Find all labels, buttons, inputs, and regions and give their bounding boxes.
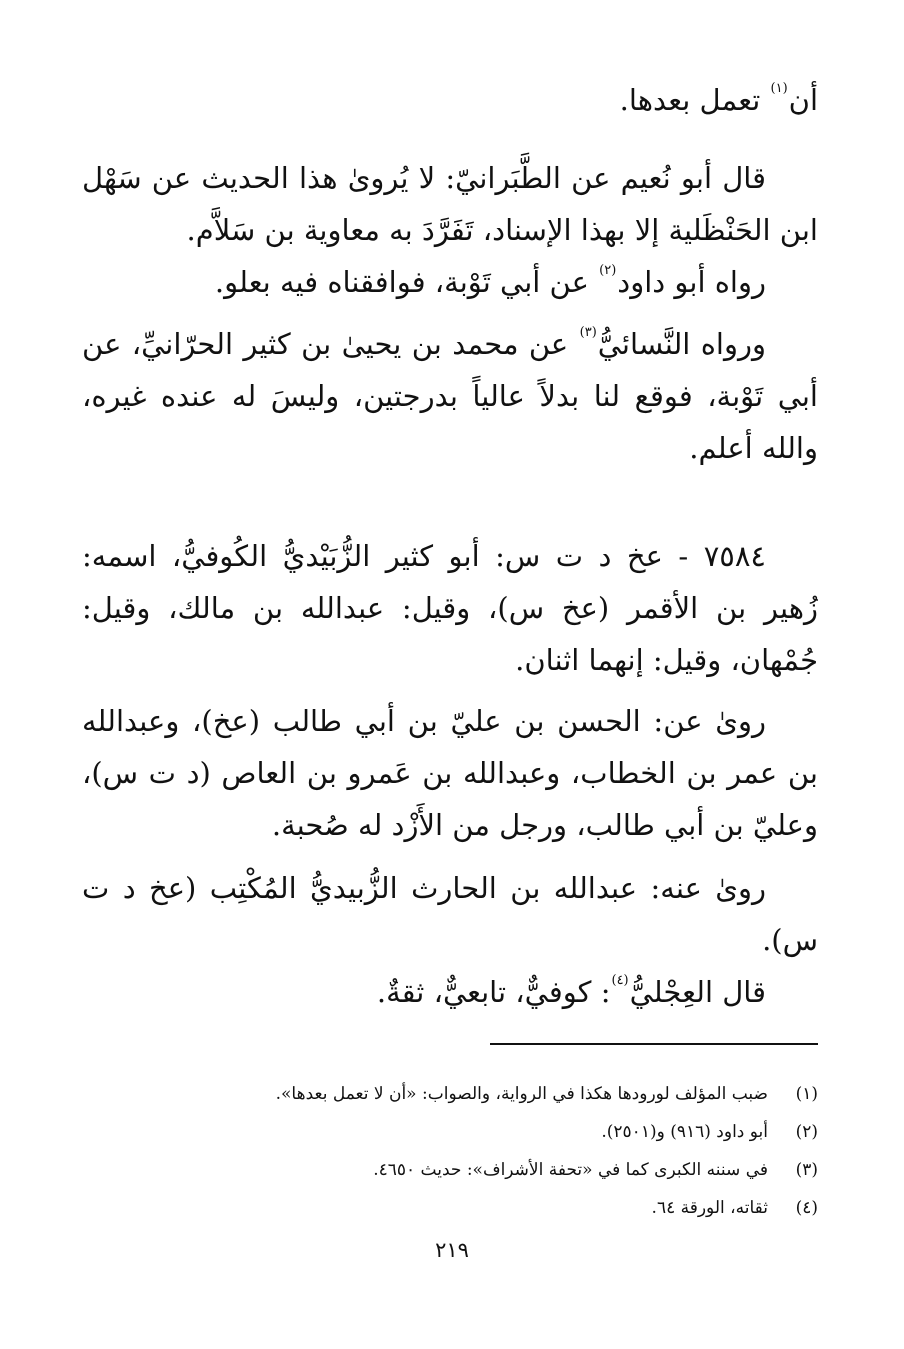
- paragraph: أن$^{(١)}$ تعمل بعدها.: [619, 81, 818, 117]
- main-text: [82, 74, 818, 126]
- footnote: [82, 1151, 818, 1189]
- footnote-number: (٤): [795, 1198, 818, 1218]
- footnote-text: أبو داود (٩١٦) و(٢٥٠١).: [601, 1122, 768, 1142]
- footnote-number: (١): [795, 1084, 818, 1104]
- paragraph: قال أبو نُعيم عن الطَّبَرانيّ: لا يُروىٰ هذا الحديث عن سَهْل ابن الحَنْظَلية إلا بهذا الإسناد، تَفَرَّدَ به معاوية بن سَلاَّم.: [82, 161, 818, 247]
- main-text: [82, 530, 818, 686]
- paragraph: روىٰ عنه: عبدالله بن الحارث الزُّبيديُّ المُكْتِب (عخ د ت س).: [82, 871, 818, 957]
- footnote-text: في سننه الكبرى كما في «تحفة الأشراف»: حديث ٤٦٥٠.: [373, 1160, 768, 1180]
- entry-heading: ٧٥٨٤ - عخ د ت س: أبو كثير الزُّبَيْديُّ الكُوفيُّ، اسمه: زُهير بن الأقمر (عخ س)، وقيل: عبدالله بن مالك، وقيل: جُمْهان، وقيل: إنهما اثنان.: [82, 539, 818, 677]
- footnote: [82, 1075, 818, 1113]
- page-number: ٢١٩: [435, 1238, 469, 1262]
- main-text: [82, 152, 818, 308]
- footnote-text: ضبب المؤلف لورودها هكذا في الرواية، والصواب: «أن لا تعمل بعدها».: [275, 1084, 768, 1104]
- footnote-ref: (١): [770, 81, 788, 96]
- footnote-text: ثقاته، الورقة ٦٤.: [651, 1198, 768, 1218]
- footnote-number: (٣): [795, 1160, 818, 1180]
- footnote-separator: [490, 1043, 818, 1045]
- main-text: [82, 318, 818, 474]
- footnote-ref: (٢): [599, 263, 617, 278]
- paragraph: روىٰ عن: الحسن بن عليّ بن أبي طالب (عخ)، وعبدالله بن عمر بن الخطاب، وعبدالله بن عَمرو بن العاص (د ت س)، وعليّ بن أبي طالب، ورجل من الأَزْد له صُحبة.: [82, 704, 818, 842]
- footnote-ref: (٤): [611, 973, 629, 988]
- paragraph: قال العِجْليُّ$^{(٤)}$: كوفيٌّ، تابعيٌّ، ثقةٌ.: [376, 973, 766, 1009]
- footnote-ref: (٣): [579, 325, 597, 340]
- paragraph: رواه أبو داود$^{(٢)}$ عن أبي تَوْبة، فوافقناه فيه بعلو.: [214, 263, 766, 299]
- main-text: [82, 862, 818, 1018]
- paragraph: ورواه النَّسائيُّ$^{(٣)}$ عن محمد بن يحيىٰ بن كثير الحرّانيِّ، عن أبي تَوْبة، فوقع لنا بدلاً عالياً بدرجتين، وليسَ له عنده غيره، والله أعلم.: [82, 325, 818, 465]
- main-text: [82, 695, 818, 851]
- footnote-number: (٢): [795, 1122, 818, 1142]
- footnotes: [82, 1075, 818, 1227]
- footnote: [82, 1113, 818, 1151]
- footnote: [82, 1189, 818, 1227]
